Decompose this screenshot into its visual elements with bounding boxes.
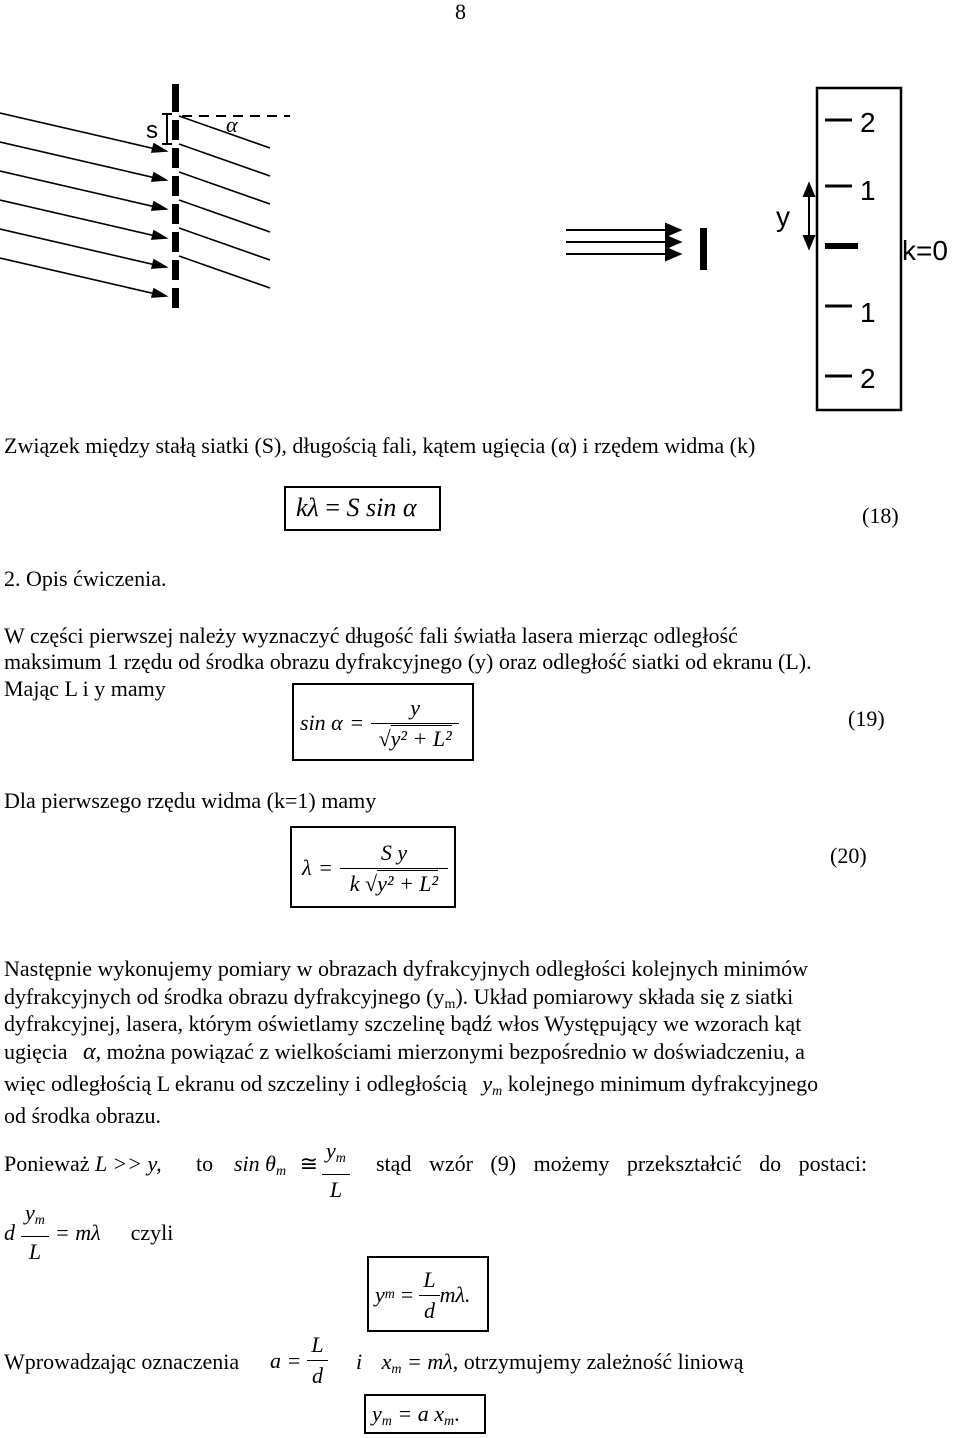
y-label: y [776, 201, 790, 232]
eq20-numerator: S y [340, 838, 448, 869]
since-to: to [196, 1151, 214, 1176]
since-fraction: $\frac{y_m}{L}$ [322, 1136, 350, 1205]
introducing-x: i $x_m = m\lambda$, otrzymujemy zależność liniową [356, 1349, 744, 1377]
section-title: 2. Opis ćwiczenia. [4, 566, 167, 591]
para2-line2: dyfrakcyjnych od środka obrazu dyfrakcyjnego $(y_m)$. Układ pomiarowy składa się z siatki [4, 984, 794, 1012]
equation-18-box [284, 486, 441, 531]
since-lhs: $\sin \theta_m$ ≅ [234, 1151, 319, 1179]
relation-text: Związek między stałą siatki (S), długością fali, kątem ugięcia (α) i rzędem widma (k) [4, 433, 756, 458]
eq19-numerator: y [371, 693, 459, 724]
para2-line6: od środka obrazu. [4, 1103, 162, 1128]
eq18-lhs: kλ [296, 493, 319, 522]
para1-line3: Mając L i y mamy [4, 676, 166, 701]
sqrt-icon: √ [365, 870, 378, 896]
since-rest: stąd wzór (9) możemy przekształcić do postaci: [376, 1151, 868, 1176]
equation-18-number: (18) [862, 503, 899, 528]
introducing-a: a = $\frac{L}{d}$ [270, 1330, 328, 1391]
para2-line1: Następnie wykonujemy pomiary w obrazach dyfrakcyjnych odległości kolejnych minimów [4, 956, 809, 981]
source-bar [700, 228, 707, 270]
grating-slits [172, 84, 179, 308]
angle-label: α [226, 112, 238, 137]
laser-arrows [566, 224, 680, 260]
equation-final-box: $y_m = a$ $x_m$. [364, 1394, 486, 1434]
eq18-equals: = [325, 493, 340, 522]
equation-19-box [292, 683, 474, 761]
eq19-lhs: sin α [300, 710, 343, 735]
eq20-denominator: k √y² + L² [349, 870, 439, 896]
para2-line4: ugięcia α, można powiązać z wielkościami mierzonymi bezpośrednio w doświadczeniu, a [4, 1039, 805, 1065]
diffraction-pattern-figure [540, 80, 960, 420]
para1-line1: W części pierwszej należy wyznaczyć długość fali światła lasera mierząc odległość [4, 623, 738, 648]
introducing-text: Wprowadzając oznaczenia [4, 1349, 240, 1374]
grating-figure [0, 80, 300, 340]
eq18-rhs: S sin α [346, 493, 417, 522]
page-number: 8 [455, 0, 466, 24]
eq20-fraction [340, 838, 448, 899]
equation-20-number: (20) [830, 843, 867, 868]
eq19-fraction [371, 693, 459, 754]
para2-line5: więc odległością L ekranu od szczeliny i odległością $y_m$ kolejnego minimum dyfrakcyjnego [4, 1071, 819, 1099]
eq19-equals: = [350, 710, 364, 735]
spacing-marker [162, 114, 172, 144]
incoming-rays [0, 113, 166, 297]
order-label-zero: k=0 [902, 235, 948, 266]
equation-19-number: (19) [848, 706, 885, 731]
equation-d: d $\frac{y_m}{L}$ = mλ czyli [4, 1200, 174, 1264]
eq20-equals: = [319, 855, 332, 880]
para1-line2: maksimum 1 rzędu od środka obrazu dyfrakcyjnego (y) oraz odległość siatki od ekranu (L). [4, 649, 812, 674]
equation-ym-box: y m = $\frac{L}{d}$ mλ. [367, 1256, 489, 1332]
spacing-label: s [146, 117, 158, 144]
y-distance-arrow [804, 184, 814, 248]
order-marks [825, 120, 858, 376]
diffracted-rays [179, 116, 270, 288]
sqrt-icon: √ [378, 725, 391, 751]
para2-line3: dyfrakcyjnej, lasera, którym oświetlamy szczelinę bądź włos Występujący we wzorach kąt [4, 1011, 802, 1036]
order-label-top-2: 2 [860, 107, 876, 138]
equation-20-box [290, 826, 456, 908]
first-order-text: Dla pierwszego rzędu widma (k=1) mamy [4, 788, 377, 813]
eq19-denominator: √y² + L² [378, 725, 452, 751]
order-label-bottom-2: 2 [860, 363, 876, 394]
eq20-lhs: λ [302, 855, 312, 880]
since-line: Ponieważ L >> y, [4, 1151, 162, 1176]
order-label-bottom-1: 1 [860, 297, 876, 328]
order-label-top-1: 1 [860, 175, 876, 206]
